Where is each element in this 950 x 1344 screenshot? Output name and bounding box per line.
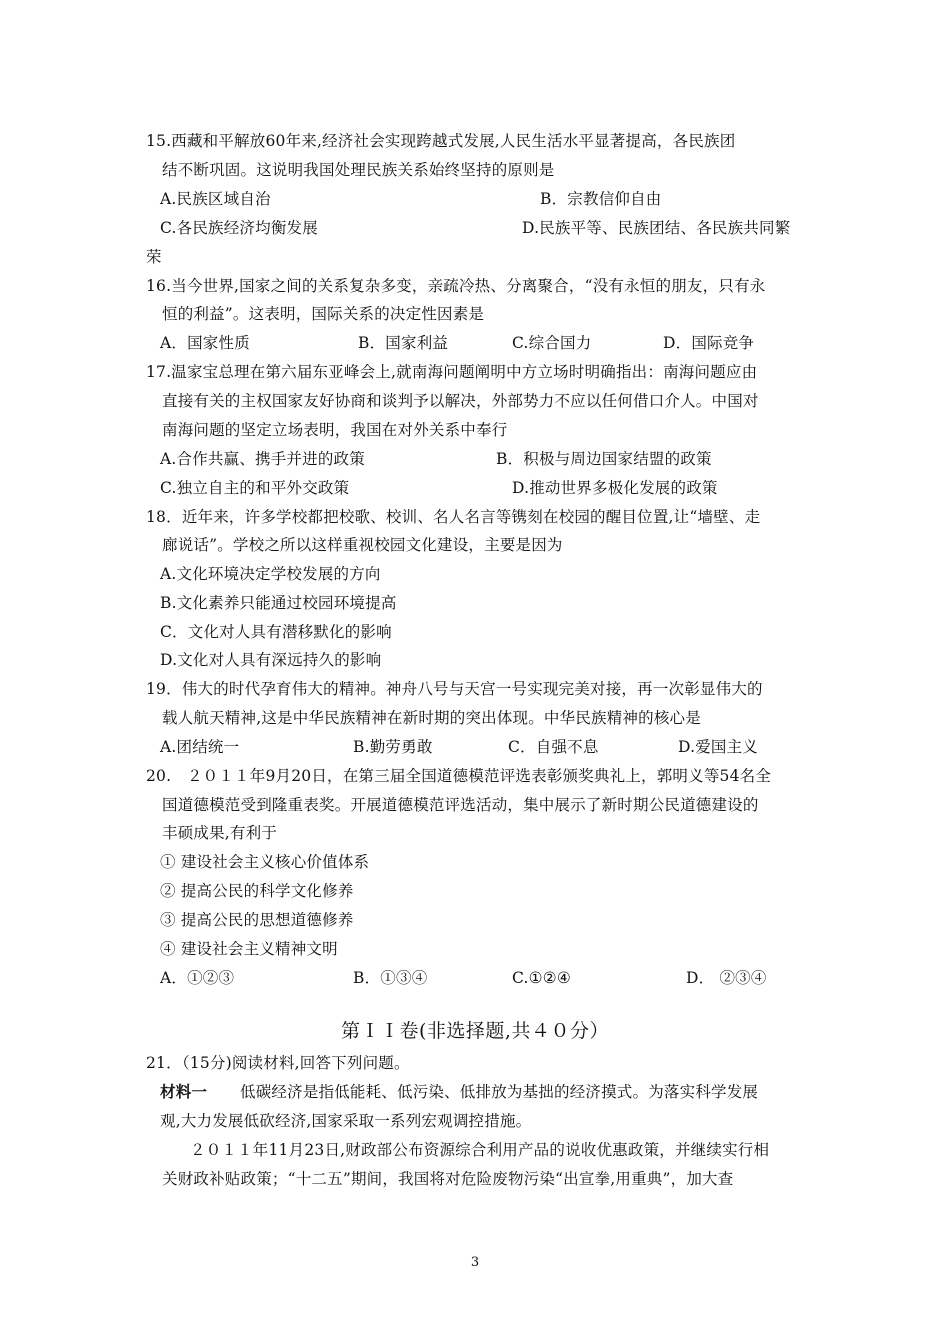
q17-stem-line-2: 直接有关的主权国家友好协商和谈判予以解决，外部势力不应以任何借口介人。中国对 [162, 392, 759, 410]
q19-option-d: D.爱国主义 [678, 738, 759, 756]
q17-stem-line-1: 17.温家宝总理在第六届东亚峰会上,就南海问题阐明中方立场时明确指出：南海问题应由 [146, 363, 758, 381]
q20-option-b: B．①③④ [353, 969, 428, 987]
q15-option-d: D.民族平等、民族团结、各民族共同繁 [522, 219, 791, 237]
q18-option-b: B.文化素养只能通过校园环境提高 [160, 594, 397, 612]
q19-option-b: B.勤劳勇敢 [353, 738, 433, 756]
q17-stem-line-3: 南海问题的坚定立场表明，我国在对外关系中奉行 [162, 421, 508, 439]
q21-material-1-line-2: 观,大力发展低砍经济,国家采取一系列宏观调控措施。 [160, 1112, 532, 1130]
q20-item-3: ③ 提高公民的思想道德修养 [160, 911, 354, 929]
q21-stem: 21．（15分)阅读材料,回答下列问题。 [146, 1054, 410, 1072]
q21-material-2-line-1: ２０１１年11月23日,财政部公布资源综合利用产品的说收优惠政策，并继续实行相 [190, 1141, 770, 1159]
q18-option-c: C．文化对人具有潜移默化的影响 [160, 623, 392, 641]
q20-stem-line-3: 丰硕成果,有利于 [162, 824, 278, 842]
q16-stem-line-2: 恒的利益”。这表明，国际关系的决定性因素是 [162, 305, 485, 323]
q20-item-2: ② 提高公民的科学文化修养 [160, 882, 354, 900]
q17-option-a: A.合作共赢、携手并进的政策 [160, 450, 365, 468]
q20-option-c: C.①②④ [512, 969, 571, 987]
q19-option-c: C．自强不息 [508, 738, 599, 756]
q16-stem-line-1: 16.当今世界,国家之间的关系复杂多变，亲疏冷热、分离聚合，“没有永恒的朋友，只有永 [146, 277, 766, 295]
q18-option-a: A.文化环境决定学校发展的方向 [160, 565, 381, 583]
q16-option-c: C.综合国力 [512, 334, 592, 352]
section-heading: 第ＩＩ卷(非选择题,共４０分） [341, 1020, 609, 1042]
q20-option-a: A．①②③ [160, 969, 235, 987]
q17-option-b: B．积极与周边国家结盟的政策 [496, 450, 712, 468]
q19-stem-line-2: 载人航天精神,这是中华民族精神在新时期的突出体现。中华民族精神的核心是 [162, 709, 701, 727]
q15-option-d-wrap: 荣 [146, 248, 162, 266]
q16-option-a: A．国家性质 [160, 334, 250, 352]
q20-option-d: D． ②③④ [686, 969, 767, 987]
q20-stem-line-1: 20. ２０１１年9月20日，在第三届全国道德模范评选表彰颁奖典礼上，郭明义等54名全 [146, 767, 772, 785]
q21-material-1-line-1: 低碳经济是指低能耗、低污染、低排放为基拙的经济摸式。为落实科学发展 [240, 1083, 759, 1101]
q18-option-d: D.文化对人具有深远持久的影响 [160, 651, 382, 669]
q15-stem-line-2: 结不断巩固。这说明我国处理民族关系始终坚持的原则是 [162, 161, 555, 179]
q18-stem-line-1: 18．近年来，许多学校都把校歌、校训、名人名言等镌刻在校园的醒目位置,让“墙壁、走 [146, 508, 761, 526]
q15-option-c: C.各民族经济均衡发展 [160, 219, 318, 237]
q20-stem-line-2: 国道德模范受到隆重表奖。开展道德模范评选活动，集中展示了新时期公民道德建设的 [162, 796, 759, 814]
q20-item-1: ① 建设社会主义核心价值体系 [160, 853, 370, 871]
q19-stem-line-1: 19．伟大的时代孕育伟大的精神。神舟八号与天宫一号实现完美对接，再一次彰显伟大的 [146, 680, 763, 698]
q21-material-2-line-2: 关财政补贴政策；“十二五”期间，我国将对危险废物污染“出宣拳,用重典”，加大查 [162, 1170, 734, 1188]
page-number: 3 [470, 1255, 480, 1270]
q17-option-d: D.推动世界多极化发展的政策 [512, 479, 718, 497]
q21-material-label: 材料一 [160, 1082, 208, 1101]
q19-option-a: A.团结统一 [160, 738, 240, 756]
q16-option-b: B．国家利益 [358, 334, 449, 352]
q15-stem-line-1: 15.西藏和平解放60年来,经济社会实现跨越式发展,人民生活水平显著提高，各民族团 [146, 132, 736, 150]
q16-option-d: D．国际竞争 [663, 334, 755, 352]
q17-option-c: C.独立自主的和平外交政策 [160, 479, 350, 497]
q18-stem-line-2: 廊说话”。学校之所以这样重视校园文化建设，主要是因为 [162, 536, 563, 554]
q15-option-a: A.民族区域自治 [160, 190, 271, 208]
q15-option-b: B．宗教信仰自由 [540, 190, 662, 208]
q20-item-4: ④ 建设社会主义精神文明 [160, 940, 338, 958]
